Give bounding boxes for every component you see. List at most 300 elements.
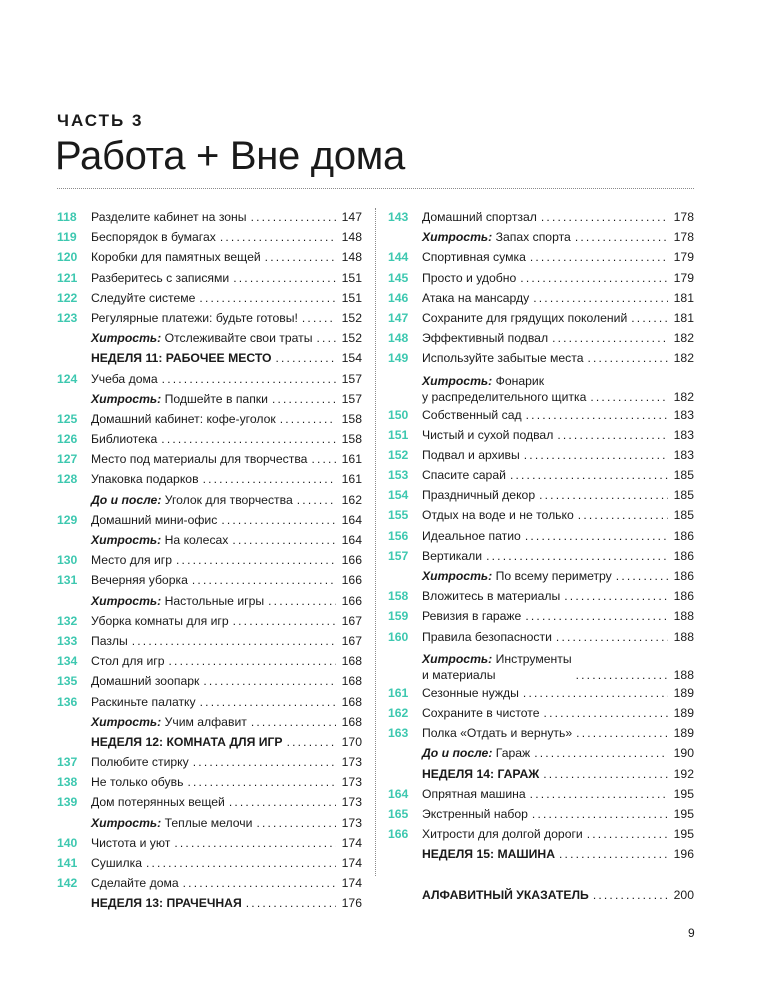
entry-number: 156 <box>388 528 409 543</box>
entry-page-number: 162 <box>341 492 362 507</box>
toc-entry[interactable] <box>388 627 694 647</box>
entry-title-text: Экстренный набор <box>422 806 528 821</box>
entry-title <box>91 227 216 247</box>
entry-title <box>422 373 586 405</box>
entry-page-number: 158 <box>341 411 362 426</box>
toc-entry[interactable] <box>57 409 362 429</box>
entry-title-text: Спасите сарай <box>422 468 506 483</box>
dot-leader <box>302 308 336 328</box>
entry-title-text: Отслеживайте свои траты <box>161 331 313 346</box>
entry-title <box>91 328 313 348</box>
dot-leader <box>543 764 668 784</box>
entry-number: 136 <box>57 694 78 709</box>
entry-number: 144 <box>388 250 409 265</box>
entry-title <box>91 792 225 812</box>
entry-page-number: 174 <box>341 856 362 870</box>
dot-leader <box>578 505 668 525</box>
entry-title <box>91 530 228 550</box>
dot-leader <box>192 570 336 590</box>
toc-entry[interactable] <box>57 570 362 590</box>
toc-right-column <box>388 207 694 905</box>
entry-number: 134 <box>57 654 78 669</box>
entry-page-number: 190 <box>673 746 694 761</box>
entry-title <box>91 369 158 389</box>
dot-leader <box>275 348 336 368</box>
toc-entry[interactable] <box>388 268 694 288</box>
entry-title-text: Спортивная сумка <box>422 250 526 265</box>
dot-leader <box>233 611 336 631</box>
entry-title <box>422 207 537 227</box>
entry-title-text: Чистый и сухой подвал <box>422 427 554 442</box>
entry-title-text: Беспорядок в бумагах <box>91 230 216 245</box>
entry-number: 165 <box>388 806 409 821</box>
dot-leader <box>524 445 668 465</box>
entry-title <box>91 247 261 267</box>
entry-title: НЕДЕЛЯ 13: ПРАЧЕЧНАЯ <box>91 896 242 911</box>
toc-entry[interactable] <box>388 308 694 328</box>
entry-page-number: 166 <box>341 573 362 588</box>
dot-leader <box>539 485 668 505</box>
toc-entry[interactable] <box>57 429 362 449</box>
entry-title-text: Домашний мини-офис <box>91 512 218 527</box>
dot-leader <box>525 526 668 546</box>
entry-page-number: 183 <box>673 447 694 462</box>
dot-leader <box>265 247 336 267</box>
entry-title-text: Сезонные нужды <box>422 685 519 700</box>
entry-page-number: 200 <box>673 887 694 902</box>
entry-page-number: 189 <box>673 705 694 720</box>
entry-page-number: 158 <box>341 432 362 447</box>
dot-leader <box>268 591 336 611</box>
dot-leader <box>256 813 336 833</box>
toc-entry[interactable] <box>57 308 362 328</box>
entry-number: 141 <box>57 856 78 870</box>
entry-title-text: Упаковка подарков <box>91 472 199 487</box>
toc-entry[interactable] <box>57 369 362 389</box>
entry-prefix: Хитрость: <box>91 391 162 406</box>
dot-leader <box>533 288 668 308</box>
entry-title-text: Разделите кабинет на зоны <box>91 210 247 224</box>
entry-number: 151 <box>388 427 409 442</box>
entry-title-text: Коробки для памятных вещей <box>91 250 261 265</box>
toc-entry[interactable] <box>388 207 694 227</box>
entry-prefix: Хитрость: <box>91 714 162 729</box>
entry-prefix: Хитрость: <box>422 651 493 666</box>
entry-title <box>422 268 516 288</box>
entry-title <box>91 429 157 449</box>
toc-entry[interactable] <box>388 703 694 723</box>
entry-page-number: 178 <box>673 230 694 245</box>
toc-week-heading[interactable] <box>388 844 694 864</box>
entry-title <box>422 465 506 485</box>
entry-title <box>91 671 199 691</box>
toc-entry[interactable] <box>388 647 694 683</box>
entry-page-number: 173 <box>341 775 362 790</box>
entry-title-text: Уголок для творчества <box>161 492 293 507</box>
toc-entry[interactable] <box>388 405 694 425</box>
toc-entry[interactable] <box>388 369 694 405</box>
entry-page-number: 183 <box>673 407 694 422</box>
entry-title <box>91 207 247 227</box>
entry-page-number: 170 <box>341 734 362 749</box>
entry-number: 124 <box>57 371 78 386</box>
toc-entry[interactable] <box>388 723 694 743</box>
dot-leader <box>132 631 336 651</box>
entry-title <box>422 683 519 703</box>
entry-number: 149 <box>388 351 409 366</box>
dot-leader <box>587 348 668 368</box>
dot-leader <box>199 288 336 308</box>
entry-title-text: Домашний зоопарк <box>91 674 200 689</box>
toc-entry[interactable] <box>388 824 694 844</box>
entry-number: 127 <box>57 452 78 467</box>
dot-leader <box>280 409 336 429</box>
entry-title <box>422 586 560 606</box>
entry-title <box>91 469 199 489</box>
entry-title-text: Используйте забытые места <box>422 351 584 366</box>
entry-title <box>422 784 526 804</box>
entry-title <box>91 752 189 772</box>
entry-title-text: Эффективный подвал <box>422 331 549 346</box>
dot-leader <box>187 772 336 792</box>
entry-title <box>422 606 521 626</box>
entry-title <box>91 772 183 792</box>
entry-title-text: Запах спорта <box>492 230 571 245</box>
dot-leader <box>559 844 668 864</box>
entry-title: НЕДЕЛЯ 12: КОМНАТА ДЛЯ ИГР <box>91 734 283 749</box>
entry-title: НЕДЕЛЯ 14: ГАРАЖ <box>422 766 540 781</box>
toc-week-heading[interactable] <box>57 348 362 368</box>
toc-entry[interactable] <box>57 752 362 772</box>
toc-entry[interactable] <box>57 227 362 247</box>
toc-entry[interactable] <box>388 227 694 247</box>
toc-week-heading[interactable] <box>57 893 362 913</box>
entry-page-number: 157 <box>341 391 362 406</box>
entry-title <box>422 627 552 647</box>
dot-leader <box>532 804 668 824</box>
toc-entry[interactable] <box>388 425 694 445</box>
entry-prefix: До и после: <box>422 746 493 761</box>
entry-page-number: 195 <box>673 806 694 821</box>
entry-number: 163 <box>388 726 409 741</box>
entry-page-number: 168 <box>341 714 362 729</box>
entry-page-number: 189 <box>673 726 694 741</box>
entry-title <box>91 268 229 288</box>
toc-entry[interactable] <box>388 804 694 824</box>
toc-spacer <box>388 864 694 884</box>
entry-page-number: 173 <box>341 815 362 830</box>
entry-number: 135 <box>57 674 78 689</box>
entry-number: 119 <box>57 230 77 245</box>
dot-leader <box>576 667 668 683</box>
entry-page-number: 168 <box>341 694 362 709</box>
header-divider <box>57 188 694 189</box>
dot-leader <box>575 227 668 247</box>
entry-title-text: На колесах <box>161 533 229 547</box>
entry-title <box>91 611 229 631</box>
entry-title <box>91 308 298 328</box>
toc-entry[interactable] <box>57 853 362 873</box>
toc-entry[interactable] <box>57 530 362 550</box>
dot-leader <box>510 465 668 485</box>
entry-number: 152 <box>388 447 409 462</box>
entry-title <box>91 510 217 530</box>
entry-title-text: Сохраните для грядущих поколений <box>422 310 628 325</box>
entry-number: 153 <box>388 468 409 483</box>
entry-title-text: Хитрости для долгой дороги <box>422 827 583 842</box>
entry-title: НЕДЕЛЯ 11: РАБОЧЕЕ МЕСТО <box>91 351 272 366</box>
toc-entry[interactable] <box>388 526 694 546</box>
dot-leader <box>162 369 336 389</box>
entry-title-text: Полюбите стирку <box>91 755 189 770</box>
dot-leader <box>541 207 668 227</box>
entry-title: НЕДЕЛЯ 15: МАШИНА <box>422 847 556 862</box>
dot-leader <box>530 784 668 804</box>
dot-leader <box>590 389 668 405</box>
entry-title-text: Раскиньте палатку <box>91 694 196 709</box>
entry-number: 145 <box>388 270 409 285</box>
dot-leader <box>251 712 336 732</box>
column-divider <box>375 208 376 876</box>
entry-page-number: 176 <box>341 896 362 911</box>
dot-leader <box>557 425 668 445</box>
toc-entry[interactable] <box>388 586 694 606</box>
entry-title-text: Подшейте в папки <box>161 391 268 406</box>
toc-entry[interactable] <box>57 469 362 489</box>
dot-leader <box>246 893 336 913</box>
dot-leader <box>534 743 668 763</box>
entry-title <box>91 712 247 732</box>
entry-title-text: Фонарик <box>492 373 545 388</box>
entry-title-text: Опрятная машина <box>422 786 526 801</box>
dot-leader <box>232 530 336 550</box>
entry-title-text: Ревизия в гараже <box>422 609 522 624</box>
entry-title-text: Просто и удобно <box>422 270 517 285</box>
entry-title-text: По всему периметру <box>492 569 612 583</box>
entry-title-text: Домашний кабинет: кофе-уголок <box>91 411 276 426</box>
toc-entry[interactable] <box>57 591 362 611</box>
toc-entry[interactable] <box>57 712 362 732</box>
toc-entry[interactable] <box>388 328 694 348</box>
entry-title <box>91 490 293 510</box>
entry-title-text: Полка «Отдать и вернуть» <box>422 726 573 741</box>
toc-entry[interactable] <box>388 784 694 804</box>
toc-entry[interactable] <box>57 207 362 227</box>
entry-page-number: 174 <box>341 876 362 891</box>
entry-number: 160 <box>388 629 409 644</box>
toc-entry[interactable] <box>388 566 694 586</box>
entry-page-number: 188 <box>673 629 694 644</box>
entry-number: 157 <box>388 548 409 563</box>
dot-leader <box>317 328 337 348</box>
entry-page-number: 179 <box>673 270 694 285</box>
toc-entry[interactable] <box>57 490 362 510</box>
dot-leader <box>161 429 336 449</box>
entry-title <box>422 546 482 566</box>
entry-number: 129 <box>57 512 78 527</box>
entry-title-text: Теплые мелочи <box>161 815 253 830</box>
entry-page-number: 185 <box>673 468 694 483</box>
toc-entry[interactable] <box>57 550 362 570</box>
entry-number: 161 <box>388 685 409 700</box>
entry-number: 118 <box>57 210 77 224</box>
dot-leader <box>556 627 668 647</box>
entry-page-number: 188 <box>673 609 694 624</box>
entry-title-text: Стол для игр <box>91 654 165 669</box>
entry-title <box>91 591 264 611</box>
entry-title <box>91 651 165 671</box>
toc-entry[interactable] <box>57 873 362 893</box>
part-label: ЧАСТЬ 3 <box>57 111 144 130</box>
toc-entry[interactable] <box>57 651 362 671</box>
entry-page-number: 168 <box>341 674 362 689</box>
entry-title-text: Вечерняя уборка <box>91 573 188 588</box>
entry-title <box>422 485 535 505</box>
entry-title <box>91 631 128 651</box>
toc-week-heading[interactable] <box>57 732 362 752</box>
entry-number: 128 <box>57 472 78 487</box>
dot-leader <box>616 566 668 586</box>
toc-entry[interactable] <box>57 772 362 792</box>
toc-entry[interactable] <box>388 743 694 763</box>
toc-entry[interactable] <box>57 288 362 308</box>
entry-page-number: 173 <box>341 755 362 770</box>
entry-title <box>422 824 583 844</box>
entry-title-text: Следуйте системе <box>91 290 196 305</box>
entry-title <box>422 505 574 525</box>
toc-entry[interactable] <box>57 268 362 288</box>
toc-entry[interactable] <box>388 505 694 525</box>
entry-title <box>422 651 572 683</box>
entry-page-number: 186 <box>673 528 694 543</box>
toc-entry[interactable] <box>57 692 362 712</box>
entry-number: 147 <box>388 310 409 325</box>
toc-entry[interactable] <box>388 465 694 485</box>
toc-entry[interactable] <box>388 683 694 703</box>
toc-entry[interactable] <box>57 449 362 469</box>
dot-leader <box>631 308 668 328</box>
page-number: 9 <box>688 926 695 940</box>
toc-entry[interactable] <box>57 611 362 631</box>
entry-title-text: Подвал и архивы <box>422 447 520 462</box>
dot-leader <box>193 752 336 772</box>
entry-title-text: Гараж <box>492 746 531 761</box>
entry-number: 148 <box>388 331 409 346</box>
entry-title-continuation: и материалы <box>422 667 496 682</box>
entry-page-number: 151 <box>341 290 362 305</box>
dot-leader <box>576 723 668 743</box>
dot-leader <box>552 328 668 348</box>
toc-entry[interactable] <box>57 671 362 691</box>
entry-title <box>422 743 530 763</box>
entry-title <box>91 570 188 590</box>
entry-title-text: Сделайте дома <box>91 876 179 891</box>
entry-number: 162 <box>388 705 409 720</box>
dot-leader <box>203 469 336 489</box>
entry-number: 146 <box>388 290 409 305</box>
entry-number: 138 <box>57 775 78 790</box>
toc-left-column <box>57 207 362 914</box>
dot-leader <box>486 546 668 566</box>
toc-entry[interactable] <box>388 485 694 505</box>
entry-page-number: 152 <box>341 310 362 325</box>
toc-entry[interactable] <box>388 445 694 465</box>
entry-title <box>422 328 548 348</box>
toc-week-heading[interactable] <box>388 764 694 784</box>
entry-title <box>422 425 553 445</box>
toc-entry[interactable] <box>57 510 362 530</box>
entry-page-number: 167 <box>341 633 362 648</box>
entry-title-text: Место для игр <box>91 553 173 568</box>
entry-number: 126 <box>57 432 78 447</box>
toc-entry[interactable] <box>388 247 694 267</box>
toc-entry[interactable] <box>57 389 362 409</box>
dot-leader <box>169 651 337 671</box>
dot-leader <box>183 873 336 893</box>
entry-title-text: Место под материалы для творчества <box>91 452 308 467</box>
toc-entry[interactable] <box>388 606 694 626</box>
toc-entry[interactable] <box>57 833 362 853</box>
entry-page-number: 186 <box>673 569 694 583</box>
entry-page-number: 186 <box>673 589 694 604</box>
entry-page-number: 164 <box>341 512 362 527</box>
toc-entry[interactable] <box>388 348 694 368</box>
toc-entry[interactable] <box>57 247 362 267</box>
entry-number: 143 <box>388 210 409 224</box>
entry-number: 122 <box>57 290 78 305</box>
entry-title-text: Отдых на воде и не только <box>422 508 574 523</box>
dot-leader <box>520 268 668 288</box>
entry-page-number: 185 <box>673 508 694 523</box>
entry-title <box>422 526 521 546</box>
entry-title-text: Домашний спортзал <box>422 210 537 224</box>
entry-page-number: 179 <box>673 250 694 265</box>
entry-title <box>91 550 172 570</box>
entry-page-number: 189 <box>673 685 694 700</box>
entry-title <box>422 703 540 723</box>
entry-title-text: Собственный сад <box>422 407 522 422</box>
toc-entry[interactable] <box>388 288 694 308</box>
entry-page-number: 195 <box>673 786 694 801</box>
entry-title-text: Вложитесь в материалы <box>422 589 561 604</box>
entry-prefix: Хитрость: <box>91 593 162 608</box>
dot-leader <box>251 207 336 227</box>
dot-leader <box>525 606 668 626</box>
entry-title-text: Атака на мансарду <box>422 290 530 305</box>
entry-title-text: Разберитесь с записями <box>91 270 230 285</box>
dot-leader <box>287 732 336 752</box>
toc-entry[interactable] <box>57 631 362 651</box>
entry-title-text: Регулярные платежи: будьте готовы! <box>91 310 298 325</box>
entry-number: 150 <box>388 407 409 422</box>
toc-entry[interactable] <box>57 792 362 812</box>
page-title: Работа + Вне дома <box>55 134 405 178</box>
entry-prefix: До и после: <box>91 492 162 507</box>
entry-page-number: 173 <box>341 795 362 810</box>
entry-page-number: 151 <box>341 270 362 285</box>
entry-title <box>422 247 526 267</box>
entry-number: 158 <box>388 589 409 604</box>
entry-number: 142 <box>57 876 78 891</box>
entry-title <box>91 833 170 853</box>
toc-entry[interactable] <box>57 813 362 833</box>
toc-entry[interactable] <box>57 328 362 348</box>
toc-entry[interactable] <box>388 546 694 566</box>
entry-title-text: Сушилка <box>91 856 142 870</box>
entry-title <box>91 692 196 712</box>
toc-week-heading[interactable] <box>388 885 694 905</box>
dot-leader <box>176 550 336 570</box>
